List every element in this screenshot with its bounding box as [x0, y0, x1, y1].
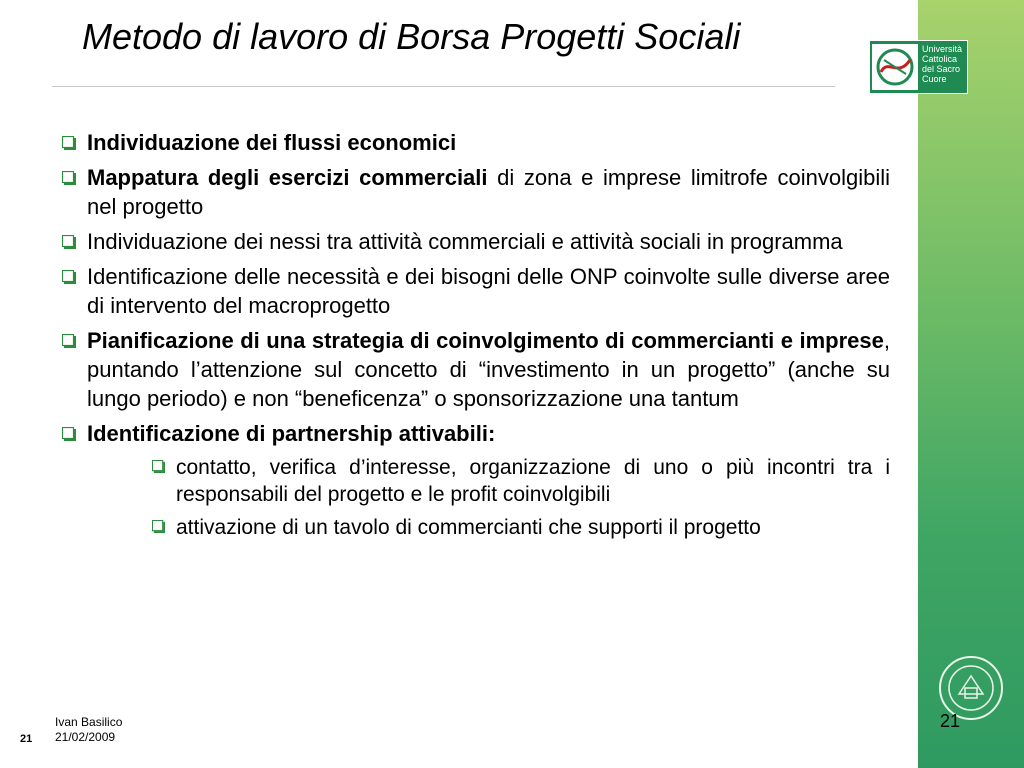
- checkbox-bullet-icon: [152, 520, 165, 533]
- checkbox-bullet-icon: [62, 171, 76, 185]
- logo-text-line: Università: [922, 44, 963, 54]
- bullet-bold-text: Identificazione di partnership attivabili:: [87, 421, 496, 446]
- bullet-bold-text: Pianificazione di una strategia di coinvolgimento di commercianti e imprese: [87, 328, 884, 353]
- university-logo: [869, 40, 968, 94]
- green-sidebar: [918, 0, 1024, 768]
- bullet-item: [62, 262, 890, 320]
- bullet-item: [62, 419, 890, 448]
- logo-text-line: del Sacro: [922, 64, 961, 74]
- checkbox-bullet-icon: [62, 427, 76, 441]
- university-logo-icon: [872, 44, 918, 90]
- page-number: 21: [940, 711, 961, 731]
- checkbox-bullet-icon: [62, 235, 76, 249]
- checkbox-bullet-icon: [152, 460, 165, 473]
- logo-text-line: Cuore: [922, 74, 947, 84]
- bullet-text: di zona e imprese limitrofe coinvolgibili nel progetto: [87, 165, 890, 219]
- bullet-text: Identificazione delle necessità e dei bisogni delle ONP coinvolte sulle diverse aree di intervento del macroprogetto: [87, 264, 890, 318]
- bullet-item: [62, 326, 890, 413]
- logo-text-line: Cattolica: [922, 54, 958, 64]
- checkbox-bullet-icon: [62, 334, 76, 348]
- sub-bullet-text: attivazione di un tavolo di commercianti che supporti il progetto: [176, 516, 761, 539]
- checkbox-bullet-icon: [62, 136, 76, 150]
- bullet-item: [62, 163, 890, 221]
- footer-author-block: [55, 715, 122, 745]
- bullet-bold-text: Mappatura degli esercizi commerciali: [87, 165, 488, 190]
- footer-date: 21/02/2009: [55, 730, 116, 744]
- footer-author: Ivan Basilico: [55, 715, 123, 729]
- sub-bullet-item: [152, 514, 890, 541]
- checkbox-bullet-icon: [62, 270, 76, 284]
- sub-bullet-item: [152, 454, 890, 508]
- bullet-text: Individuazione dei nessi tra attività commerciali e attività sociali in programma: [87, 229, 843, 254]
- bullet-bold-text: Individuazione dei flussi economici: [87, 130, 457, 155]
- title-divider: [52, 86, 835, 87]
- logo-wordmark: [922, 44, 966, 84]
- slide-title: Metodo di lavoro di Borsa Progetti Sociali: [82, 16, 741, 57]
- footer-slide-number: 21: [20, 733, 33, 745]
- bullet-item: [62, 227, 890, 256]
- sub-bullet-text: contatto, verifica d’interesse, organizzazione di uno o più incontri tra i responsabili del progetto e le profit coinvolgibili: [176, 456, 890, 506]
- slide-body: [62, 128, 890, 547]
- bullet-text: , puntando l’attenzione sul concetto di “investimento in un progetto” (anche su lungo periodo) e non “beneficenza” o sponsorizzazione una tantum: [87, 328, 890, 411]
- bullet-item: [62, 128, 890, 157]
